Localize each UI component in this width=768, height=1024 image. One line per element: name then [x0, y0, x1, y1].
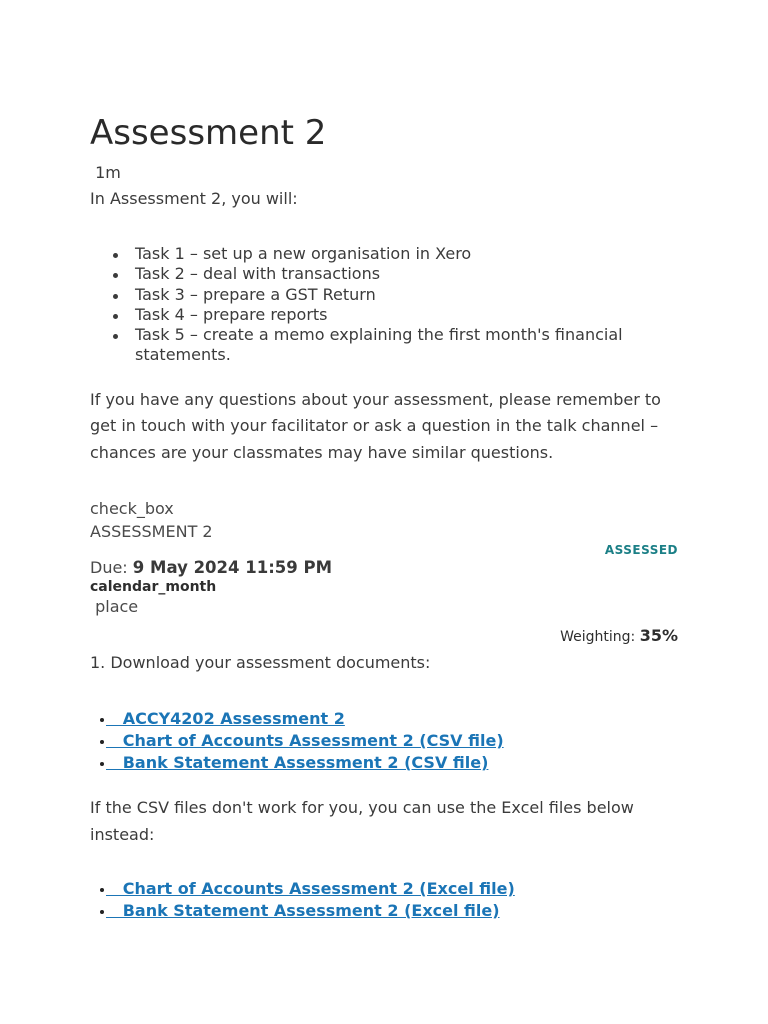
list-item: [106, 900, 515, 922]
assessment-doc-link[interactable]: ACCY4202 Assessment 2: [106, 709, 345, 728]
due-label: Due:: [90, 558, 128, 577]
assessment-name[interactable]: ASSESSMENT 2: [90, 522, 213, 541]
download-instruction: 1. Download your assessment documents:: [90, 653, 431, 672]
list-item: [106, 708, 504, 730]
duration-label: 1m: [90, 163, 121, 182]
task-list: [90, 244, 680, 366]
intro-text: In Assessment 2, you will:: [90, 189, 298, 208]
list-item: Task 2 – deal with transactions: [135, 264, 680, 284]
list-item: Task 4 – prepare reports: [135, 305, 680, 325]
chart-of-accounts-csv-link[interactable]: Chart of Accounts Assessment 2 (CSV file): [106, 731, 504, 750]
bank-statement-csv-link[interactable]: Bank Statement Assessment 2 (CSV file): [106, 753, 489, 772]
list-item: [106, 752, 504, 774]
chart-of-accounts-excel-link[interactable]: Chart of Accounts Assessment 2 (Excel file): [106, 879, 515, 898]
status-badge: ASSESSED: [604, 543, 678, 557]
list-item: [106, 878, 515, 900]
weighting: [560, 626, 678, 647]
bank-statement-excel-link[interactable]: Bank Statement Assessment 2 (Excel file): [106, 901, 500, 920]
due-date: [90, 558, 332, 578]
check-box-icon: check_box: [90, 499, 174, 518]
weighting-label: Weighting:: [560, 629, 636, 645]
due-value: 9 May 2024 11:59 PM: [132, 558, 333, 577]
list-item: [106, 730, 504, 752]
questions-paragraph: If you have any questions about your assessment, please remember to get in touch with your facilitator or ask a question in the talk channel – chances are your classmates may have similar questions.: [90, 390, 661, 462]
page-title: Assessment 2: [90, 113, 327, 153]
calendar-month-icon: calendar_month: [90, 579, 217, 595]
csv-note: If the CSV files don't work for you, you can use the Excel files below instead:: [90, 798, 634, 844]
list-item: Task 1 – set up a new organisation in Xero: [135, 244, 680, 264]
excel-download-list: [90, 878, 515, 922]
place-icon: place: [90, 597, 139, 616]
weighting-value: 35%: [639, 626, 678, 645]
list-item: Task 3 – prepare a GST Return: [135, 285, 680, 305]
list-item: Task 5 – create a memo explaining the first month's financial statements.: [135, 325, 680, 366]
csv-download-list: [90, 708, 504, 774]
